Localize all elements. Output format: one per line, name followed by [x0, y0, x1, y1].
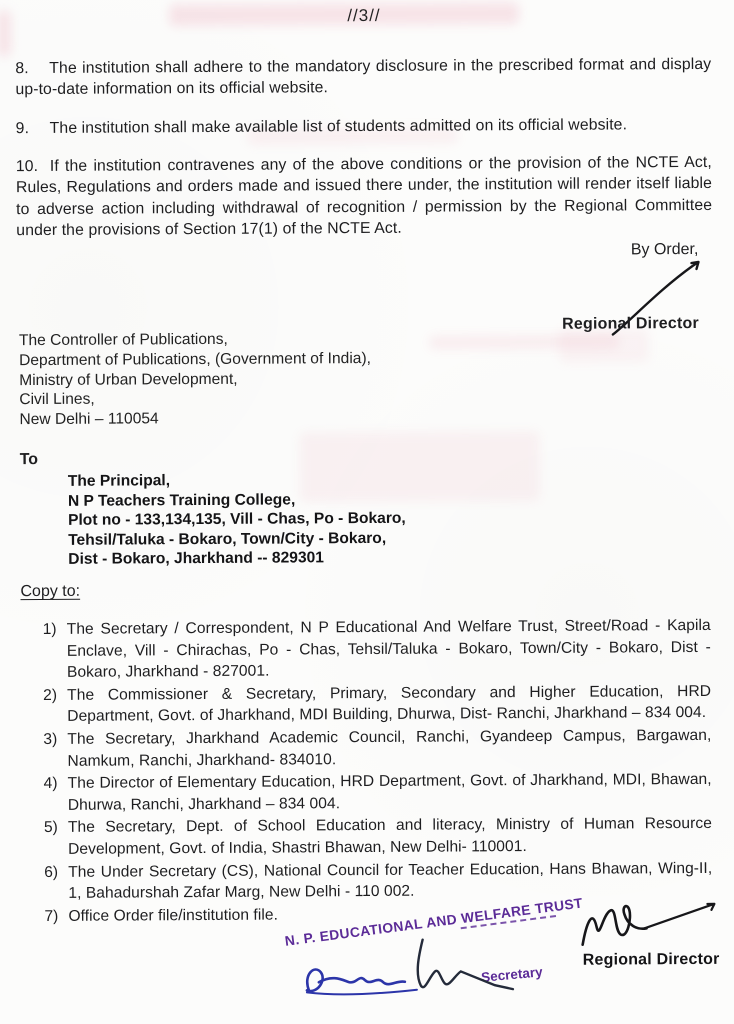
paragraph-number: 10.	[15, 157, 39, 175]
item-text: The Secretary, Jharkhand Academic Council, Ranchi, Gyandeep Campus, Bargawan, Namkum, Ranchi, Jharkhand- 834010.	[67, 726, 712, 770]
item-number: 1)	[42, 620, 57, 638]
list-item	[44, 769, 712, 816]
list-item	[43, 725, 711, 772]
paragraph-text: If the institution contravenes any of the above conditions or the provision of the NCTE Act, Rules, Regulations and orders made and issued there under, the institution will render itself liable to adverse action including withdrawal of recognition / permission by the Regional Committee under the provisions of Section 17(1) of the NCTE Act.	[15, 153, 713, 240]
by-order-label: By Order,	[630, 240, 699, 259]
address-line: Plot no - 133,134,135, Vill - Chas, Po - Bokaro,	[67, 509, 406, 530]
regional-director-title-bottom: Regional Director	[582, 950, 720, 969]
item-text: The Secretary, Dept. of School Education and literacy, Ministry of Human Resource Development, Govt. of India, Shastri Bhawan, New Delhi- 110001.	[67, 815, 712, 858]
copy-to-heading: Copy to:	[20, 582, 81, 601]
item-number: 6)	[44, 863, 59, 881]
item-text: The Director of Elementary Education, HRD Department, Govt. of Jharkhand, MDI, Bhawan, Dhurwa, Ranchi, Jharkhand – 834 004.	[67, 771, 712, 814]
controller-address-block	[19, 329, 372, 430]
address-line: New Delhi – 110054	[19, 410, 159, 429]
address-line: Department of Publications, (Government of India),	[19, 349, 372, 369]
item-number: 5)	[43, 819, 58, 837]
address-line: The Controller of Publications,	[18, 330, 228, 350]
address-line: N P Teachers Training College,	[67, 491, 296, 510]
address-line: Tehsil/Taluka - Bokaro, Town/City - Bokaro,	[68, 529, 387, 549]
stamp-secretary-label: Secretary	[480, 964, 544, 985]
paragraph-10	[16, 152, 713, 242]
item-number: 3)	[43, 730, 58, 748]
address-line: The Principal,	[67, 472, 171, 490]
copy-to-list	[43, 615, 713, 928]
page-number: //3//	[347, 5, 381, 26]
paragraph-number: 9.	[15, 119, 30, 137]
stamp-text: N. P. EDUCATIONAL AND WELFARE TRUST	[284, 895, 584, 949]
item-text: The Commissioner & Secretary, Primary, Secondary and Higher Education, HRD Department, Govt. of Jharkhand, MDI Building, Dhurwa, Dist- Ranchi, Jharkhand – 834 004.	[67, 682, 712, 726]
paragraph-text: The institution shall adhere to the mandatory disclosure in the prescribed format and display up-to-date information on its official website.	[15, 55, 712, 99]
paragraph-number: 8.	[15, 59, 29, 77]
address-line: Civil Lines,	[19, 391, 95, 409]
address-line: Ministry of Urban Development,	[19, 370, 238, 389]
item-number: 7)	[44, 907, 59, 925]
list-item	[43, 615, 711, 684]
list-item	[44, 813, 712, 860]
item-number: 4)	[43, 775, 58, 793]
to-label: To	[19, 451, 39, 469]
address-line: Dist - Bokaro, Jharkhand -- 829301	[68, 549, 324, 569]
regional-director-signature	[574, 898, 724, 959]
regional-director-title-top: Regional Director	[562, 314, 699, 333]
paragraph-8	[15, 54, 711, 101]
paragraph-9	[16, 114, 712, 140]
item-text: Office Order file/institution file.	[68, 906, 278, 925]
list-item	[43, 681, 711, 728]
paragraph-text: The institution shall make available list of students admitted on its official website.	[49, 116, 628, 137]
item-number: 2)	[43, 686, 58, 704]
item-text: The Secretary / Correspondent, N P Educational And Welfare Trust, Street/Road - Kapila Enclave, Vill - Chirachas, Po - Chas, Tehsil/Taluka - Bokaro, Town/City - Bokaro, Dist - Bokaro, Jharkhand - 827001.	[66, 616, 711, 682]
secretary-signature	[299, 937, 539, 1002]
principal-address-block	[68, 470, 406, 570]
item-text: The Under Secretary (CS), National Council for Teacher Education, Hans Bhawan, Wing-II, 1, Bahadurshah Zafar Marg, New Delhi - 110 002.	[68, 859, 713, 902]
